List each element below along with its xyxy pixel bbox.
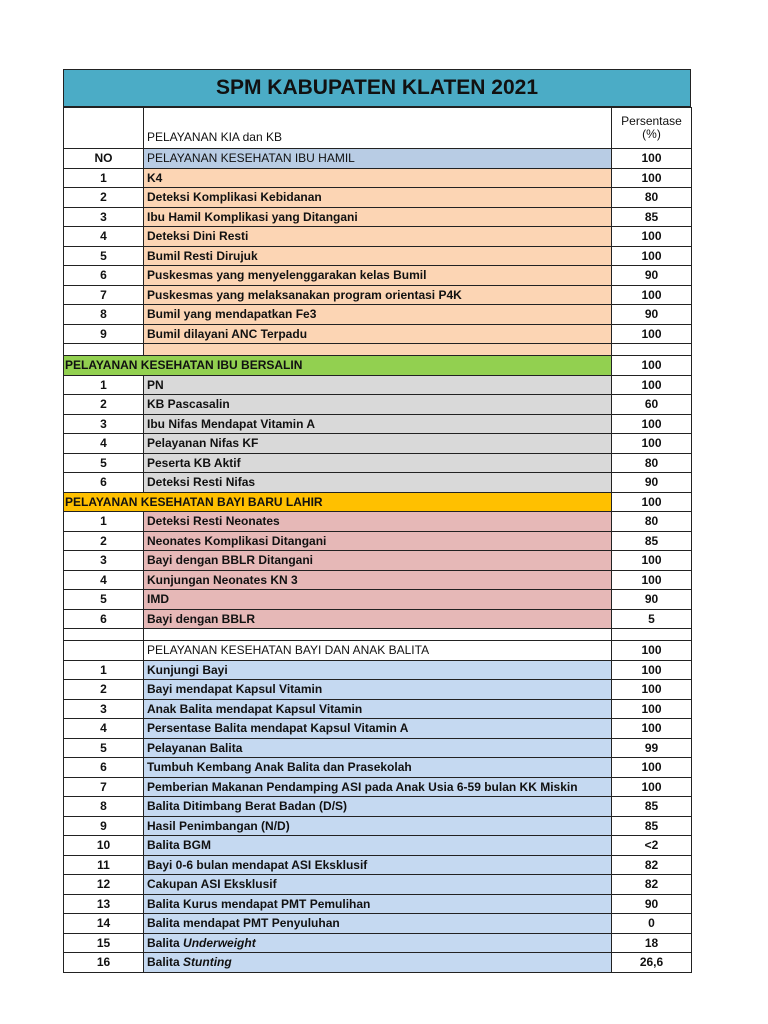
- row-value: 85: [612, 531, 692, 551]
- row-label-text: Cakupan ASI Eksklusif: [147, 877, 277, 892]
- table-row: [64, 738, 692, 758]
- row-label: [144, 953, 612, 973]
- row-number: 16: [64, 953, 144, 973]
- row-label: [144, 246, 612, 266]
- row-label-text: Bumil dilayani ANC Terpadu: [147, 326, 308, 341]
- row-label: [144, 680, 612, 700]
- row-label: [144, 758, 612, 778]
- row-label-text: Persentase Balita mendapat Kapsul Vitamin A: [147, 721, 409, 736]
- row-value: 80: [612, 453, 692, 473]
- table-row: [64, 266, 692, 286]
- row-label: [144, 414, 612, 434]
- row-number: 2: [64, 680, 144, 700]
- row-number: 5: [64, 590, 144, 610]
- row-label: [144, 797, 612, 817]
- spacer-row: [64, 629, 692, 641]
- row-number: 4: [64, 227, 144, 247]
- row-value: 100: [612, 719, 692, 739]
- row-value: 100: [612, 660, 692, 680]
- row-label: [144, 512, 612, 532]
- table-row: [64, 207, 692, 227]
- row-label-text: Bayi mendapat Kapsul Vitamin: [147, 682, 323, 697]
- row-label: [144, 914, 612, 934]
- row-label: [144, 188, 612, 208]
- table-row: [64, 777, 692, 797]
- row-label: [144, 434, 612, 454]
- row-number: 8: [64, 305, 144, 325]
- row-value: 0: [612, 914, 692, 934]
- row-number: 10: [64, 836, 144, 856]
- table-row: [64, 660, 692, 680]
- table-row: [64, 395, 692, 415]
- row-value: 90: [612, 590, 692, 610]
- table-row: [64, 168, 692, 188]
- row-label-text: Bayi dengan BBLR: [147, 611, 256, 626]
- row-value: 100: [612, 570, 692, 590]
- section-heading: PELAYANAN KESEHATAN IBU HAMIL: [144, 149, 612, 169]
- row-value: 100: [612, 777, 692, 797]
- row-label-text: Deteksi Resti Nifas: [147, 475, 256, 490]
- section-value: 100: [612, 492, 692, 512]
- table-row: [64, 473, 692, 493]
- row-label: [144, 836, 612, 856]
- row-value: 100: [612, 246, 692, 266]
- table-row: [64, 914, 692, 934]
- row-number: 1: [64, 375, 144, 395]
- table-row: [64, 551, 692, 571]
- row-label: [144, 719, 612, 739]
- row-label: [144, 570, 612, 590]
- table-row: [64, 531, 692, 551]
- row-label-text: Balita BGM: [147, 838, 212, 853]
- row-label-italic: Stunting: [183, 955, 232, 970]
- row-number: 6: [64, 758, 144, 778]
- table-row: [64, 227, 692, 247]
- header-row: [64, 108, 692, 149]
- table-row: [64, 680, 692, 700]
- row-value: 85: [612, 797, 692, 817]
- spm-table-body: [64, 108, 692, 973]
- row-label-text: Anak Balita mendapat Kapsul Vitamin: [147, 701, 363, 716]
- table-row: [64, 453, 692, 473]
- row-value: 100: [612, 375, 692, 395]
- spacer-cell: [64, 344, 144, 356]
- row-number: 1: [64, 512, 144, 532]
- row-value: 100: [612, 434, 692, 454]
- row-number: 2: [64, 395, 144, 415]
- row-number: 9: [64, 324, 144, 344]
- row-label-text: Balita Kurus mendapat PMT Pemulihan: [147, 896, 371, 911]
- table-row: [64, 246, 692, 266]
- table-row: [64, 375, 692, 395]
- table-row: [64, 305, 692, 325]
- row-label-text: Bumil Resti Dirujuk: [147, 248, 258, 263]
- row-label-text: IMD: [147, 592, 169, 607]
- section-value: 100: [612, 149, 692, 169]
- header-persentase-line1: Persentase: [621, 114, 682, 128]
- row-number: 7: [64, 285, 144, 305]
- row-value: 90: [612, 305, 692, 325]
- row-label-text: Puskesmas yang menyelenggarakan kelas Bumil: [147, 268, 427, 283]
- row-label: [144, 590, 612, 610]
- section-no-cell: [64, 641, 144, 661]
- row-label: [144, 207, 612, 227]
- section-heading: PELAYANAN KESEHATAN BAYI BARU LAHIR: [64, 492, 612, 512]
- header-pelayanan: PELAYANAN KIA dan KB: [144, 108, 612, 149]
- table-row: [64, 609, 692, 629]
- spacer-cell: [64, 629, 144, 641]
- table-row: [64, 933, 692, 953]
- section-value: 100: [612, 641, 692, 661]
- section-heading-row: [64, 149, 692, 169]
- table-row: [64, 324, 692, 344]
- row-label-text: Hasil Penimbangan (N/D): [147, 818, 290, 833]
- table-row: [64, 719, 692, 739]
- table-row: [64, 894, 692, 914]
- row-value: 5: [612, 609, 692, 629]
- row-label-italic: Underweight: [183, 935, 256, 950]
- row-label-text: Bayi dengan BBLR Ditangani: [147, 553, 314, 568]
- row-label: [144, 305, 612, 325]
- row-label-text: Deteksi Komplikasi Kebidanan: [147, 190, 322, 205]
- row-label: [144, 453, 612, 473]
- row-number: 4: [64, 570, 144, 590]
- row-label: [144, 324, 612, 344]
- table-row: [64, 875, 692, 895]
- row-label: [144, 855, 612, 875]
- table-row: [64, 758, 692, 778]
- row-number: 7: [64, 777, 144, 797]
- row-value: 82: [612, 875, 692, 895]
- row-value: 100: [612, 285, 692, 305]
- table-row: [64, 414, 692, 434]
- row-number: 3: [64, 207, 144, 227]
- table-row: [64, 953, 692, 973]
- row-label-text: Tumbuh Kembang Anak Balita dan Prasekolah: [147, 760, 412, 775]
- row-value: <2: [612, 836, 692, 856]
- row-value: 90: [612, 894, 692, 914]
- section-heading: PELAYANAN KESEHATAN BAYI DAN ANAK BALITA: [144, 641, 612, 661]
- table-row: [64, 434, 692, 454]
- table-row: [64, 570, 692, 590]
- section-value: 100: [612, 356, 692, 376]
- row-label: [144, 375, 612, 395]
- sheet-title: SPM KABUPATEN KLATEN 2021: [63, 69, 691, 107]
- row-number: 1: [64, 168, 144, 188]
- row-label: [144, 875, 612, 895]
- row-label: [144, 738, 612, 758]
- row-value: 100: [612, 699, 692, 719]
- row-label: [144, 816, 612, 836]
- table-row: [64, 285, 692, 305]
- row-label-text: Balita mendapat PMT Penyuluhan: [147, 916, 340, 931]
- row-value: 99: [612, 738, 692, 758]
- row-value: 85: [612, 816, 692, 836]
- row-label-text: Kunjungi Bayi: [147, 662, 228, 677]
- row-value: 100: [612, 168, 692, 188]
- row-number: 6: [64, 266, 144, 286]
- row-label: [144, 551, 612, 571]
- spacer-cell: [144, 344, 612, 356]
- row-number: 3: [64, 551, 144, 571]
- row-number: 3: [64, 699, 144, 719]
- row-number: 13: [64, 894, 144, 914]
- row-label: [144, 266, 612, 286]
- table-row: [64, 797, 692, 817]
- row-label: [144, 933, 612, 953]
- row-number: 15: [64, 933, 144, 953]
- table-row: [64, 699, 692, 719]
- section-heading: PELAYANAN KESEHATAN IBU BERSALIN: [64, 356, 612, 376]
- row-label-text: Deteksi Resti Neonates: [147, 514, 280, 529]
- row-label-text: Puskesmas yang melaksanakan program orientasi P4K: [147, 287, 462, 302]
- row-value: 26,6: [612, 953, 692, 973]
- row-label-text: Pemberian Makanan Pendamping ASI pada Anak Usia 6-59 bulan KK Miskin: [147, 779, 578, 794]
- row-number: 9: [64, 816, 144, 836]
- row-number: 1: [64, 660, 144, 680]
- row-label-text: Kunjungan Neonates KN 3: [147, 572, 298, 587]
- spacer-row: [64, 344, 692, 356]
- row-number: 2: [64, 531, 144, 551]
- row-number: 14: [64, 914, 144, 934]
- row-label: [144, 609, 612, 629]
- row-number: 8: [64, 797, 144, 817]
- row-label: [144, 285, 612, 305]
- row-value: 82: [612, 855, 692, 875]
- header-persentase: [612, 108, 692, 149]
- table-row: [64, 590, 692, 610]
- header-persentase-line2: (%): [642, 127, 661, 141]
- row-value: 100: [612, 758, 692, 778]
- row-label: [144, 227, 612, 247]
- row-label: [144, 473, 612, 493]
- row-label-text: Neonates Komplikasi Ditangani: [147, 533, 327, 548]
- table-row: [64, 188, 692, 208]
- row-value: 80: [612, 188, 692, 208]
- row-label: [144, 894, 612, 914]
- section-heading-row: [64, 492, 692, 512]
- table-row: [64, 512, 692, 532]
- row-number: 6: [64, 609, 144, 629]
- row-label-text: Pelayanan Balita: [147, 740, 243, 755]
- row-label: [144, 531, 612, 551]
- row-number: 11: [64, 855, 144, 875]
- spm-table: [63, 107, 692, 973]
- row-value: 100: [612, 680, 692, 700]
- row-label-text: PN: [147, 377, 164, 392]
- row-label: [144, 777, 612, 797]
- row-number: 2: [64, 188, 144, 208]
- row-value: 100: [612, 227, 692, 247]
- row-label: [144, 395, 612, 415]
- row-value: 100: [612, 324, 692, 344]
- row-number: 5: [64, 246, 144, 266]
- row-label-text: K4: [147, 170, 163, 185]
- row-label-text: Ibu Nifas Mendapat Vitamin A: [147, 416, 316, 431]
- row-number: 3: [64, 414, 144, 434]
- row-value: 90: [612, 266, 692, 286]
- row-value: 90: [612, 473, 692, 493]
- row-label-text: Balita: [147, 955, 180, 970]
- row-label-text: Balita: [147, 935, 180, 950]
- row-number: 12: [64, 875, 144, 895]
- row-label-text: Ibu Hamil Komplikasi yang Ditangani: [147, 209, 358, 224]
- header-no-cell: [64, 108, 144, 149]
- table-row: [64, 836, 692, 856]
- spacer-cell: [144, 629, 612, 641]
- spacer-cell: [612, 629, 692, 641]
- row-number: 4: [64, 434, 144, 454]
- spm-sheet: [63, 69, 691, 973]
- row-label: [144, 699, 612, 719]
- row-number: 6: [64, 473, 144, 493]
- row-label-text: Bayi 0-6 bulan mendapat ASI Eksklusif: [147, 857, 368, 872]
- row-number: 5: [64, 453, 144, 473]
- row-label-text: Peserta KB Aktif: [147, 455, 241, 470]
- row-value: 100: [612, 551, 692, 571]
- row-number: 4: [64, 719, 144, 739]
- header-no: NO: [64, 149, 144, 169]
- row-label-text: KB Pascasalin: [147, 397, 230, 412]
- row-label-text: Pelayanan Nifas KF: [147, 436, 259, 451]
- table-row: [64, 816, 692, 836]
- row-label: [144, 660, 612, 680]
- row-label-text: Deteksi Dini Resti: [147, 229, 249, 244]
- row-label-text: Balita Ditimbang Berat Badan (D/S): [147, 799, 348, 814]
- row-value: 85: [612, 207, 692, 227]
- spacer-cell: [612, 344, 692, 356]
- row-value: 80: [612, 512, 692, 532]
- row-label: [144, 168, 612, 188]
- table-row: [64, 855, 692, 875]
- row-value: 18: [612, 933, 692, 953]
- row-number: 5: [64, 738, 144, 758]
- row-value: 100: [612, 414, 692, 434]
- row-value: 60: [612, 395, 692, 415]
- section-heading-row: [64, 356, 692, 376]
- section-heading-row: [64, 641, 692, 661]
- row-label-text: Bumil yang mendapatkan Fe3: [147, 307, 317, 322]
